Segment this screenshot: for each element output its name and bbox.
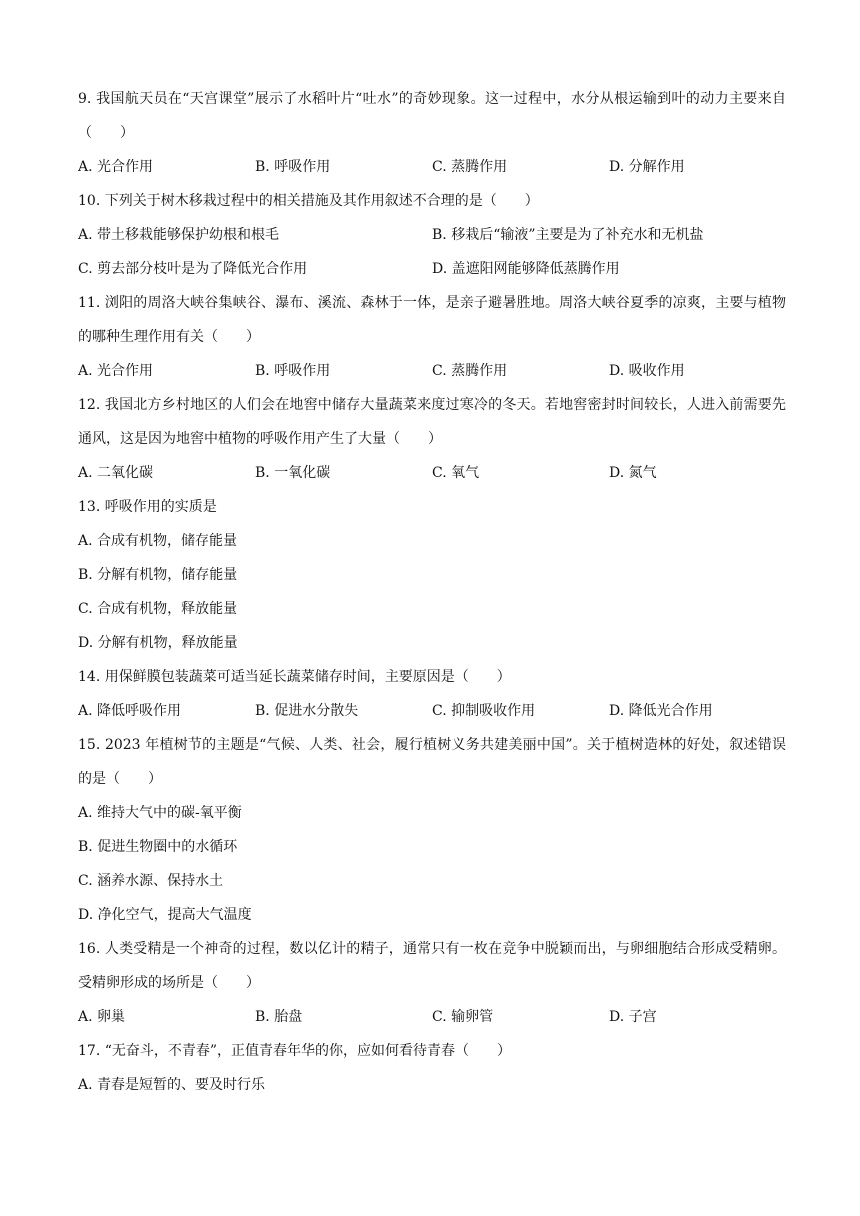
options-row [78, 150, 786, 184]
option-a: A. 维持大气中的碳-氧平衡 [78, 805, 242, 821]
option-d: D. 分解作用 [609, 159, 685, 175]
options-row [78, 456, 786, 490]
option-a: A. 光合作用 [78, 159, 154, 175]
option-c: C. 涵养水源、保持水土 [78, 873, 224, 889]
question-stem: 9. 我国航天员在“天宫课堂”展示了水稻叶片“吐水”的奇妙现象。这一过程中，水分从根运输到叶的动力主要来自（ ） [78, 91, 786, 141]
question-9 [78, 82, 786, 184]
options-row [78, 694, 786, 728]
option-c: C. 蒸腾作用 [432, 159, 508, 175]
option-a: A. 卵巢 [78, 1009, 126, 1025]
question-stem: 17. “无奋斗，不青春”，正值青春年华的你，应如何看待青春（ ） [78, 1043, 512, 1059]
option-b: B. 移栽后“输液”主要是为了补充水和无机盐 [432, 227, 704, 243]
option-a: A. 青春是短暂的、要及时行乐 [78, 1077, 266, 1093]
option-a: A. 光合作用 [78, 363, 154, 379]
question-14 [78, 660, 786, 728]
option-b: B. 一氧化碳 [255, 465, 331, 481]
question-12 [78, 388, 786, 490]
option-d: D. 吸收作用 [609, 363, 685, 379]
question-stem: 11. 浏阳的周洛大峡谷集峡谷、瀑布、溪流、森林于一体，是亲子避暑胜地。周洛大峡谷夏季的凉爽，主要与植物的哪种生理作用有关（ ） [78, 295, 786, 345]
question-16 [78, 932, 786, 1034]
option-b: B. 胎盘 [255, 1009, 303, 1025]
question-15 [78, 728, 786, 932]
options-row [78, 354, 786, 388]
option-b: B. 呼吸作用 [255, 159, 331, 175]
question-stem: 12. 我国北方乡村地区的人们会在地窖中储存大量蔬菜来度过寒冷的冬天。若地窖密封时间较长，人进入前需要先通风，这是因为地窖中植物的呼吸作用产生了大量（ ） [78, 397, 786, 447]
option-d: D. 氮气 [609, 465, 657, 481]
option-c: C. 输卵管 [432, 1009, 494, 1025]
question-10 [78, 184, 786, 286]
question-11 [78, 286, 786, 388]
option-c: C. 蒸腾作用 [432, 363, 508, 379]
question-stem: 16. 人类受精是一个神奇的过程，数以亿计的精子，通常只有一枚在竞争中脱颖而出，与卵细胞结合形成受精卵。受精卵形成的场所是（ ） [78, 941, 786, 991]
options-row [78, 252, 786, 286]
options-row [78, 218, 786, 252]
question-13 [78, 490, 786, 660]
question-stem: 13. 呼吸作用的实质是 [78, 499, 217, 515]
option-a: A. 合成有机物，储存能量 [78, 533, 238, 549]
option-c: C. 抑制吸收作用 [432, 703, 536, 719]
option-a: A. 二氧化碳 [78, 465, 154, 481]
option-b: B. 促进生物圈中的水循环 [78, 839, 238, 855]
option-d: D. 盖遮阳网能够降低蒸腾作用 [432, 261, 620, 277]
option-b: B. 分解有机物，储存能量 [78, 567, 238, 583]
option-d: D. 分解有机物，释放能量 [78, 635, 238, 651]
options-row [78, 1000, 786, 1034]
option-a: A. 带土移栽能够保护幼根和根毛 [78, 227, 280, 243]
option-c: C. 氧气 [432, 465, 480, 481]
option-b: B. 促进水分散失 [255, 703, 359, 719]
question-17 [78, 1034, 786, 1102]
option-d: D. 降低光合作用 [609, 703, 713, 719]
option-b: B. 呼吸作用 [255, 363, 331, 379]
option-c: C. 合成有机物，释放能量 [78, 601, 238, 617]
question-stem: 15. 2023 年植树节的主题是“气候、人类、社会，履行植树义务共建美丽中国”。关于植树造林的好处，叙述错误的是（ ） [78, 737, 786, 787]
exam-page [78, 82, 786, 1102]
question-stem: 14. 用保鲜膜包装蔬菜可适当延长蔬菜储存时间，主要原因是（ ） [78, 669, 511, 685]
option-a: A. 降低呼吸作用 [78, 703, 182, 719]
option-c: C. 剪去部分枝叶是为了降低光合作用 [78, 261, 308, 277]
option-d: D. 净化空气，提高大气温度 [78, 907, 252, 923]
option-d: D. 子宫 [609, 1009, 657, 1025]
question-stem: 10. 下列关于树木移栽过程中的相关措施及其作用叙述不合理的是（ ） [78, 193, 539, 209]
